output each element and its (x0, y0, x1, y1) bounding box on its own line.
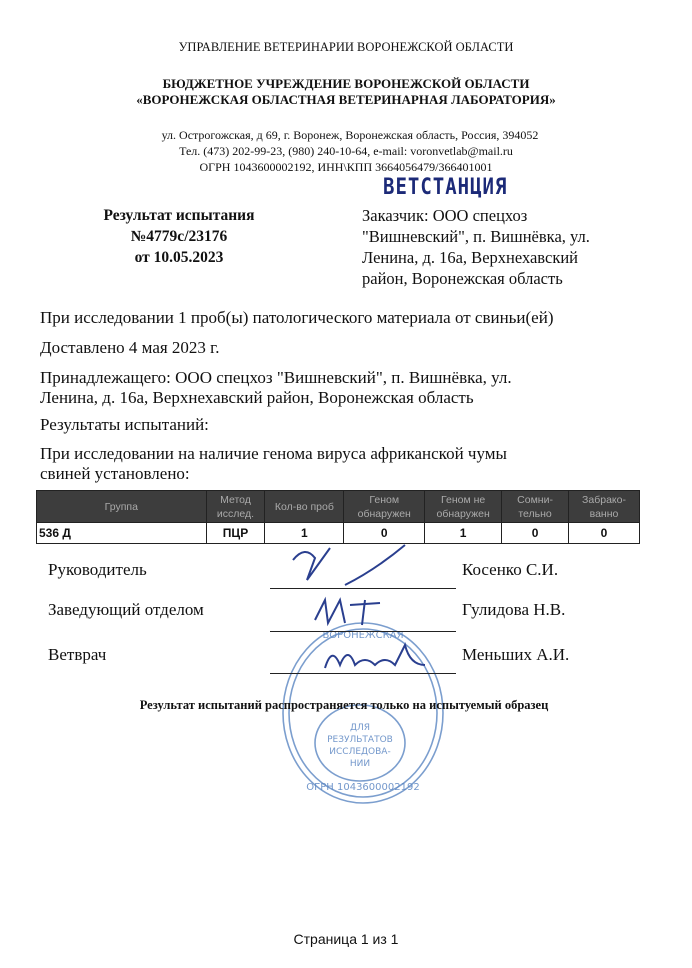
customer-line: Ленина, д. 16а, Верхнехавский (362, 248, 578, 267)
signature-2 (310, 595, 390, 630)
signature-line (270, 588, 456, 589)
signature-role: Ветврач (48, 645, 107, 664)
body-study-1: При исследовании на наличие генома вируса африканской чумы (40, 444, 507, 463)
org-contacts: Тел. (473) 202-99-23, (980) 240-10-64, e-mail: voronvetlab@mail.ru (179, 144, 513, 158)
col-header: Забрако-ванно (569, 491, 640, 523)
signature-line (270, 673, 456, 674)
col-header: Сомни-тельно (502, 491, 569, 523)
body-delivered: Доставлено 4 мая 2023 г. (40, 338, 220, 357)
table-header-row (37, 491, 640, 523)
result-date: от 10.05.2023 (134, 249, 224, 266)
signature-role: Руководитель (48, 560, 147, 579)
result-block (68, 205, 290, 268)
cell-not-detected: 1 (425, 523, 502, 544)
org-name-line1: БЮДЖЕТНОЕ УЧРЕЖДЕНИЕ ВОРОНЕЖСКОЙ ОБЛАСТИ (162, 76, 530, 91)
body-study-2: свиней установлено: (40, 464, 190, 483)
customer-line: "Вишневский", п. Вишнёвка, ул. (362, 227, 590, 246)
customer-line: район, Воронежская область (362, 269, 563, 288)
stamp-ogrn-text: ОГРН 1043600002192 (306, 782, 420, 793)
cell-count: 1 (265, 523, 344, 544)
col-header: Кол-во проб (265, 491, 344, 523)
cell-group: 536 Д (37, 523, 207, 544)
org-ids: ОГРН 1043600002192, ИНН\КПП 3664056479/366401001 (199, 160, 493, 174)
signature-line (270, 631, 456, 632)
result-number: №4779с/23176 (130, 228, 228, 245)
cell-rejected: 0 (569, 523, 640, 544)
signature-role: Заведующий отделом (48, 600, 204, 619)
stamp-inner-text: ИССЛЕДОВА- (329, 747, 391, 757)
body-owner-1: Принадлежащего: ООО спецхоз "Вишневский", п. Вишнёвка, ул. (40, 368, 512, 387)
signature-3 (320, 640, 430, 675)
col-header: Метод исслед. (206, 491, 265, 523)
customer-block (362, 205, 662, 289)
signature-name: Косенко С.И. (462, 560, 559, 579)
cell-detected: 0 (344, 523, 425, 544)
body-results-heading: Результаты испытаний: (40, 415, 209, 434)
stamp-inner-text: НИИ (349, 759, 371, 769)
stamp-outer-text: ВОРОНЕЖСКАЯ (322, 630, 404, 641)
cell-doubtful: 0 (502, 523, 569, 544)
vet-station-stamp: ВЕТСТАНЦИЯ (383, 174, 508, 200)
signature-name: Гулидова Н.В. (462, 600, 566, 619)
customer-line: Заказчик: ООО спецхоз (362, 206, 528, 225)
stamp-inner-text: ДЛЯ (349, 723, 371, 733)
body-owner-2: Ленина, д. 16а, Верхнехавский район, Воронежская область (40, 388, 474, 407)
col-header: Геном не обнаружен (425, 491, 502, 523)
page-number: Страница 1 из 1 (293, 931, 399, 947)
cell-method: ПЦР (206, 523, 265, 544)
stamp-inner-text: РЕЗУЛЬТАТОВ (327, 735, 393, 745)
results-table (36, 490, 640, 544)
col-header: Группа (37, 491, 207, 523)
scope-note: Результат испытаний распространяется только на испытуемый образец (139, 698, 549, 712)
body-samples: При исследовании 1 проб(ы) патологического материала от свиньи(ей) (40, 308, 554, 327)
result-title: Результат испытания (103, 207, 255, 224)
col-header: Геном обнаружен (344, 491, 425, 523)
authority-name: УПРАВЛЕНИЕ ВЕТЕРИНАРИИ ВОРОНЕЖСКОЙ ОБЛАСТИ (178, 40, 514, 54)
org-name-line2: «ВОРОНЕЖСКАЯ ОБЛАСТНАЯ ВЕТЕРИНАРНАЯ ЛАБОРАТОРИЯ» (136, 92, 556, 107)
org-address: ул. Острогожская, д 69, г. Воронеж, Воронежская область, Россия, 394052 (161, 128, 539, 142)
signature-1 (285, 540, 425, 595)
signature-name: Меньших А.И. (462, 645, 570, 664)
